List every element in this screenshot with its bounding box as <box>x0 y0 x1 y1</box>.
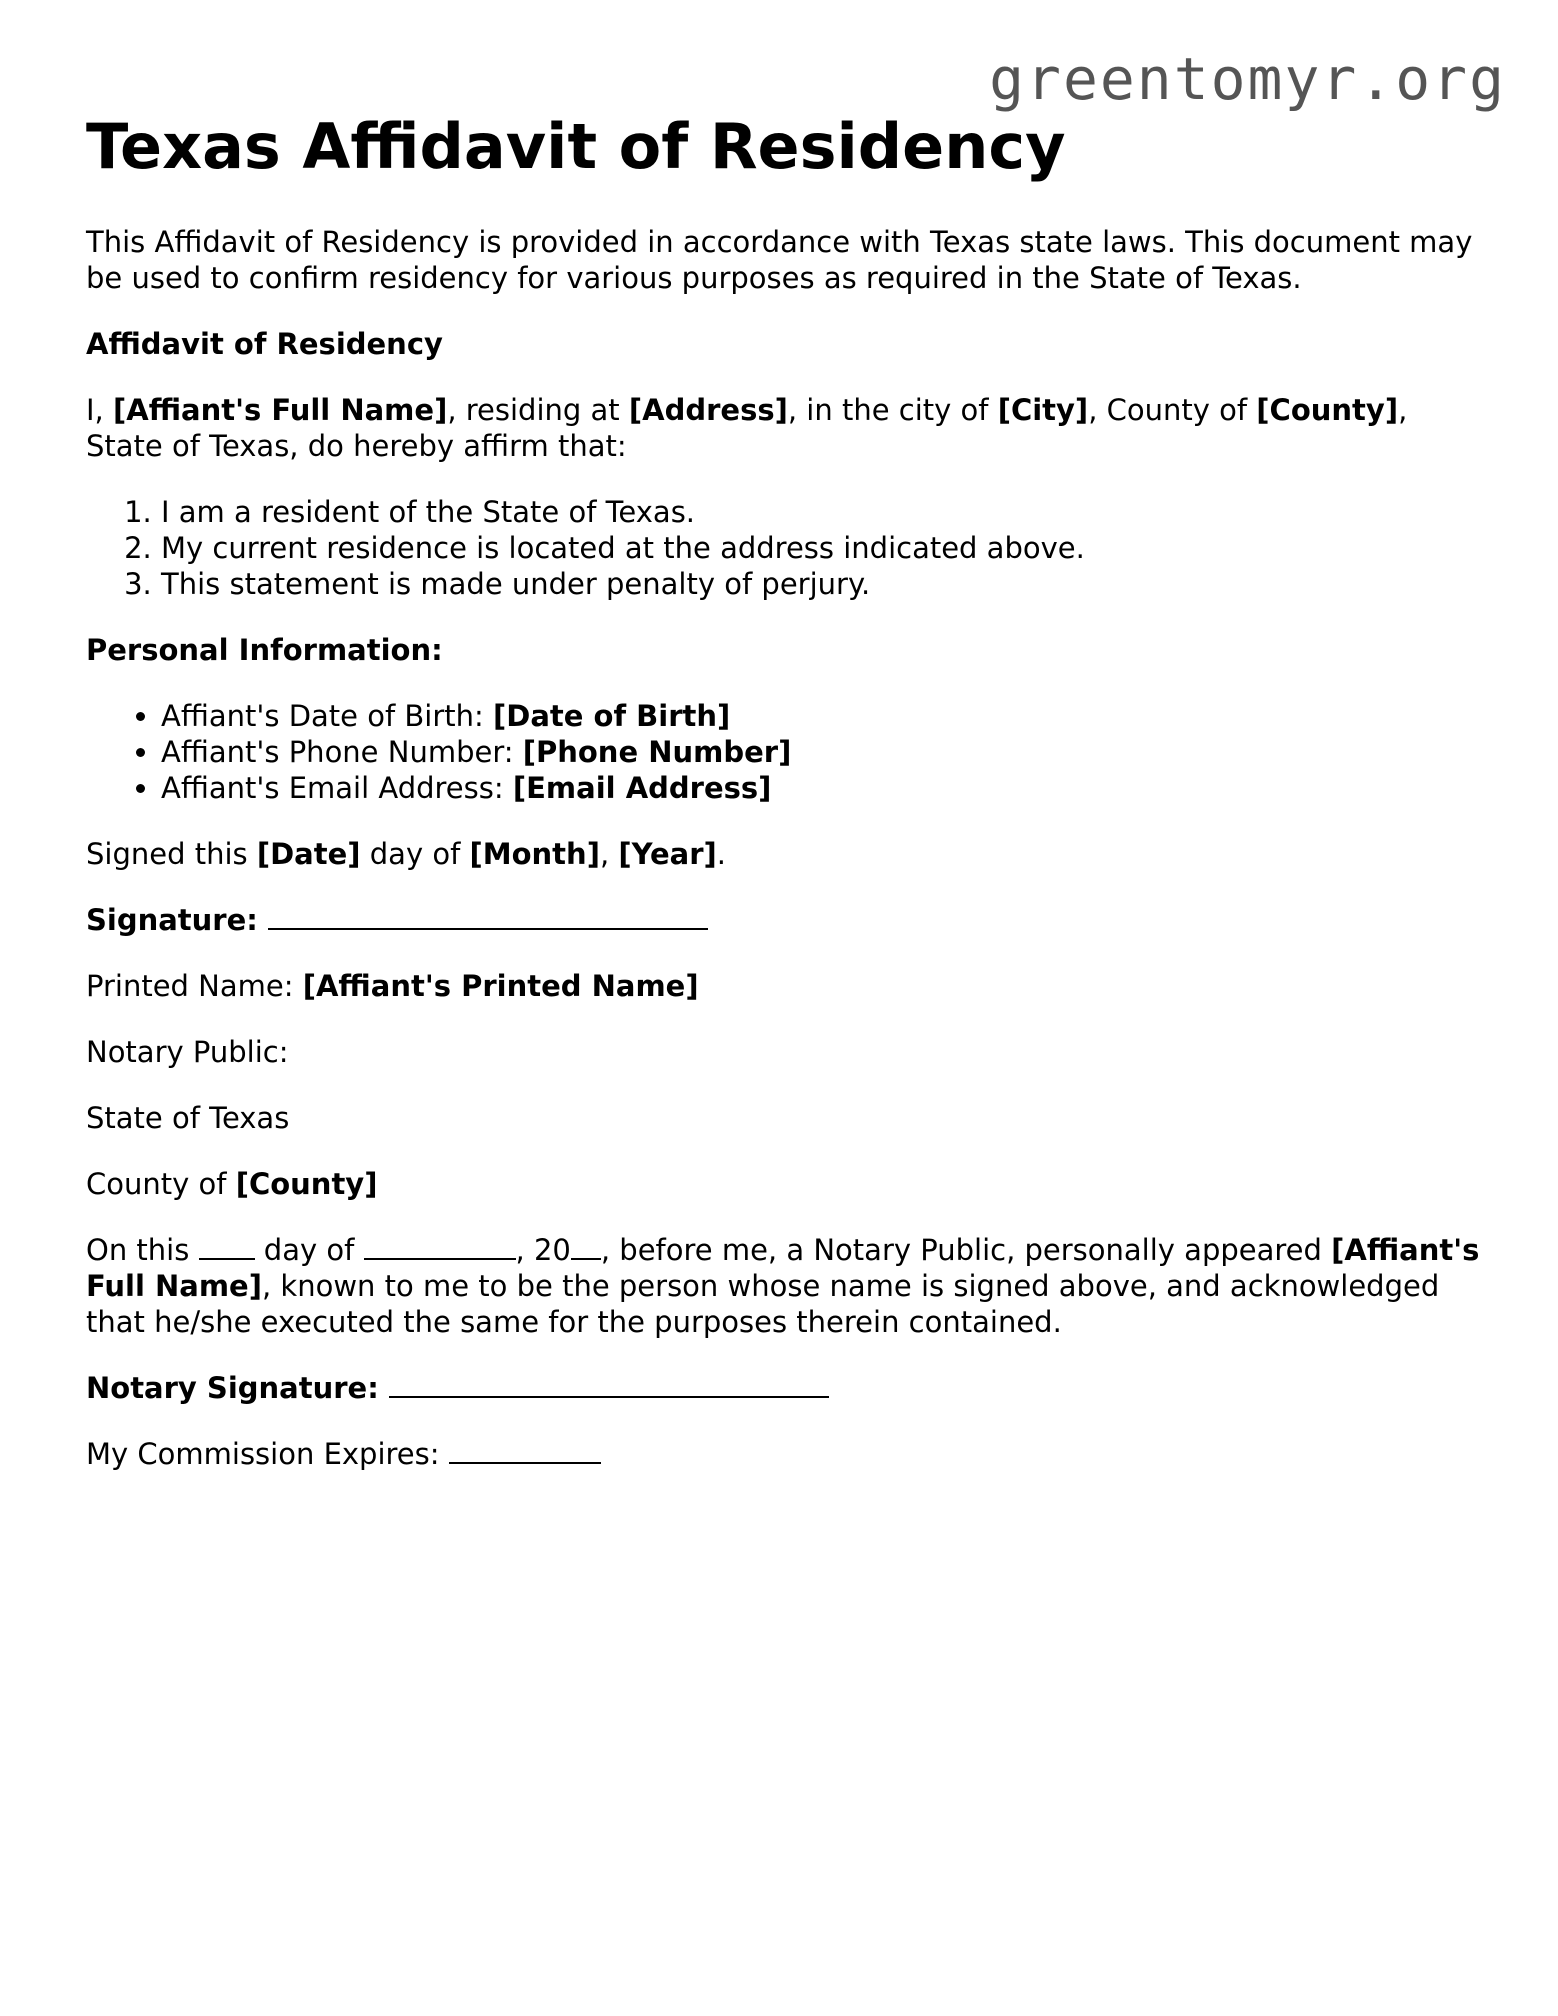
signed-text: day of <box>360 837 470 871</box>
commission-line <box>86 1436 1486 1472</box>
watermark: greentomyr.org <box>989 45 1506 113</box>
intro-paragraph: This Affidavit of Residency is provided in accordance with Texas state laws. This document may be used to confirm residency for various purposes as required in the State of Texas. <box>86 225 1473 295</box>
signature-label: Signature: <box>86 903 258 937</box>
affirmation-text: , State of Texas, do hereby affirm that: <box>86 393 1408 463</box>
signature-line <box>86 902 1486 938</box>
affirmation-text: I, <box>86 393 113 427</box>
affirmation-text: , residing at <box>447 393 629 427</box>
personal-info-heading: Personal Information: <box>86 633 443 667</box>
date-placeholder: [Date] <box>256 837 361 871</box>
year-blank[interactable] <box>571 1234 601 1260</box>
affiant-name-placeholder: [Affiant's Full Name] <box>113 393 448 427</box>
item-label: Affiant's Phone Number: <box>161 735 523 769</box>
county-placeholder: [County] <box>1256 393 1399 427</box>
list-item <box>161 734 1486 770</box>
signed-text: , <box>599 837 619 871</box>
date-of-birth-placeholder: [Date of Birth] <box>493 699 731 733</box>
affirmation-paragraph <box>86 392 1486 464</box>
printed-name-line <box>86 968 1486 1004</box>
affiant-name-placeholder: [Affiant's Full Name] <box>86 1233 1480 1303</box>
notary-text: On this <box>86 1233 199 1267</box>
notary-signature-blank[interactable] <box>389 1372 829 1398</box>
commission-blank[interactable] <box>449 1438 601 1464</box>
printed-name-label: Printed Name: <box>86 969 303 1003</box>
list-item <box>161 698 1486 734</box>
commission-label: My Commission Expires: <box>86 1437 440 1471</box>
day-blank[interactable] <box>199 1234 255 1260</box>
page-title: Texas Affidavit of Residency <box>86 110 1066 183</box>
notary-text: , 20 <box>515 1233 571 1267</box>
list-item: 1. I am a resident of the State of Texas. <box>161 494 1486 530</box>
address-placeholder: [Address] <box>628 393 788 427</box>
year-placeholder: [Year] <box>618 837 717 871</box>
county-label: County of <box>86 1167 236 1201</box>
document-body <box>86 110 1486 1502</box>
state-line: State of Texas <box>86 1101 290 1135</box>
item-label: Affiant's Email Address: <box>161 771 513 805</box>
affirmation-text: , County of <box>1088 393 1257 427</box>
county-placeholder: [County] <box>235 1167 378 1201</box>
city-placeholder: [City] <box>997 393 1089 427</box>
email-address-placeholder: [Email Address] <box>512 771 772 805</box>
statement-list <box>86 494 1486 602</box>
item-label: Affiant's Date of Birth: <box>161 699 494 733</box>
signed-line <box>86 836 1486 872</box>
month-placeholder: [Month] <box>469 837 600 871</box>
month-blank[interactable] <box>364 1234 516 1260</box>
affirmation-text: , in the city of <box>787 393 998 427</box>
notary-public-label: Notary Public: <box>86 1035 289 1069</box>
notary-signature-line <box>86 1370 1486 1406</box>
notary-text: , known to me to be the person whose name is signed above, and acknowledged that he/she executed the same for the purposes therein contained. <box>86 1269 1440 1339</box>
notary-text: day of <box>254 1233 364 1267</box>
phone-number-placeholder: [Phone Number] <box>522 735 792 769</box>
signed-text: Signed this <box>86 837 257 871</box>
list-item: 3. This statement is made under penalty of perjury. <box>161 566 1486 602</box>
personal-info-list <box>86 698 1486 806</box>
notary-signature-label: Notary Signature: <box>86 1371 379 1405</box>
signature-blank[interactable] <box>268 904 708 930</box>
printed-name-placeholder: [Affiant's Printed Name] <box>302 969 699 1003</box>
signed-text: . <box>716 837 726 871</box>
list-item <box>161 770 1486 806</box>
section-heading: Affidavit of Residency <box>86 327 443 361</box>
notary-statement <box>86 1232 1486 1340</box>
county-line <box>86 1166 1486 1202</box>
notary-text: , before me, a Notary Public, personally appeared <box>600 1233 1332 1267</box>
list-item: 2. My current residence is located at the address indicated above. <box>161 530 1486 566</box>
